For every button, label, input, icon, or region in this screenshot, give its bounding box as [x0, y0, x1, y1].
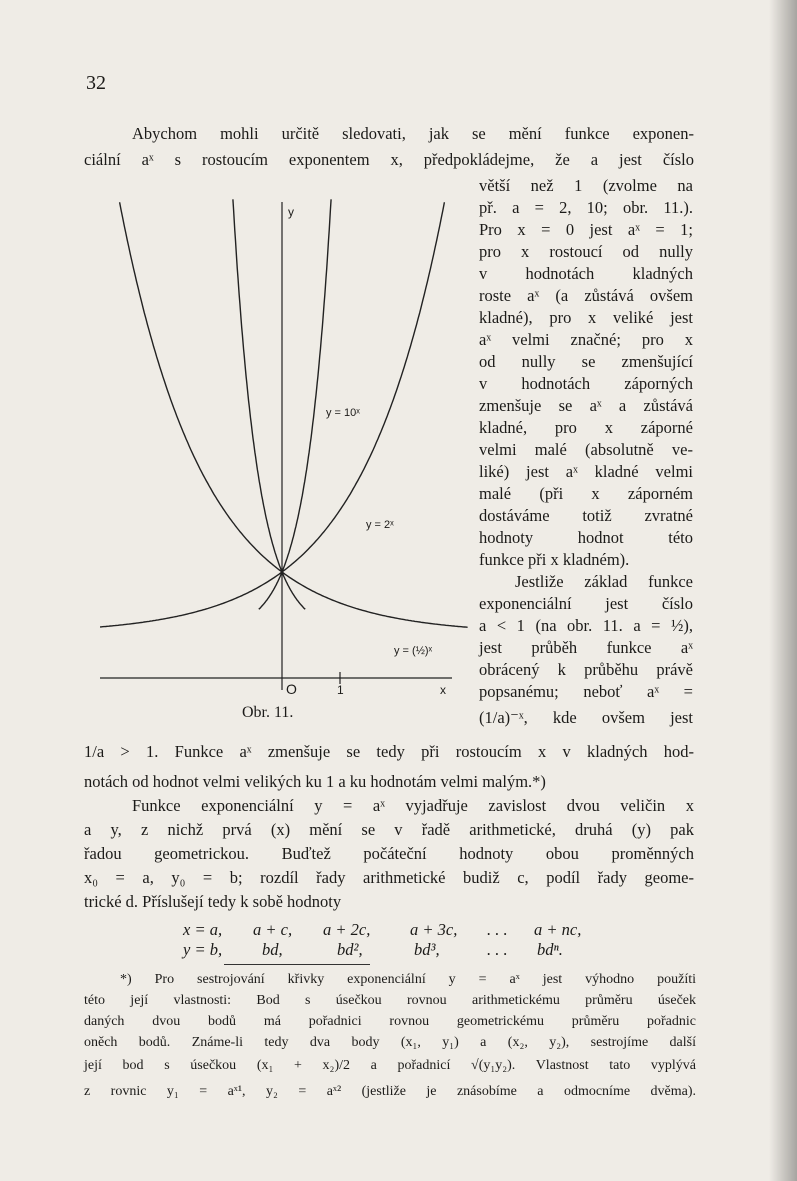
side-text-line: od nully se zmenšující — [479, 352, 693, 371]
page-number: 32 — [86, 72, 106, 94]
side-text-line: kladné), pro x veliké jest — [479, 308, 693, 327]
footnote-line: její bod s úsečkou (x₁ + x₂)/2 a pořadnicí √(y₁y₂). Vlastnost tato vyplývá — [84, 1058, 696, 1073]
equation-y-term: bd², — [337, 940, 363, 959]
equation-y-term: bd, — [262, 940, 283, 959]
side-text-line: v hodnotách záporných — [479, 374, 693, 393]
side-text-line: jest průběh funkce aˣ — [479, 638, 693, 657]
footnote-line: daných dvou bodů má pořadnici rovnou geometrickému průměru pořadnic — [84, 1014, 696, 1029]
y-axis-label: y — [288, 205, 294, 219]
equation-y-term: bd³, — [414, 940, 440, 959]
side-text-line: a < 1 (na obr. 11. a = ½), — [479, 616, 693, 635]
equation-x-term: x = a, — [183, 920, 223, 939]
side-text-line: pro x rostoucí od nully — [479, 242, 693, 261]
equation-y-term: bdⁿ. — [537, 940, 563, 959]
equation-y-term: . . . — [487, 940, 508, 959]
side-text-line: kladné, pro x záporné — [479, 418, 693, 437]
side-text-line: roste aˣ (a zůstává ovšem — [479, 286, 693, 305]
footnote-line: oněch bodů. Známe-li tedy dva body (x₁, y₁) a (x₂, y₂), sestrojíme další — [84, 1035, 696, 1050]
equation-x-term: a + 2c, — [323, 920, 371, 939]
x-tick-one-label: 1 — [337, 683, 344, 697]
side-text-line: hodnoty hodnot této — [479, 528, 693, 547]
side-text-line: (1/a)⁻ˣ, kde ovšem jest — [479, 708, 693, 727]
curve-label-ten: y = 10ˣ — [326, 407, 360, 419]
footnote-line: *) Pro sestrojování křivky exponenciální y = aˣ jest výhodno použíti — [120, 972, 696, 987]
equation-y-term: y = b, — [183, 940, 223, 959]
footnote-separator — [224, 964, 370, 965]
side-text-line: př. a = 2, 10; obr. 11.). — [479, 198, 693, 217]
curve-label-half: y = (½)ˣ — [394, 645, 433, 657]
side-text-line: Pro x = 0 jest aˣ = 1; — [479, 220, 693, 239]
footnote-line: této její vlastnosti: Bod s úsečkou rovnou arithmetickému průměru úseček — [84, 993, 696, 1008]
side-text-line: větší než 1 (zvolme na — [479, 176, 693, 195]
curve-one-tenth-power-x — [233, 199, 305, 609]
equation-x-term: . . . — [487, 920, 508, 939]
text-line: x₀ = a, y₀ = b; rozdíl řady arithmetické budiž c, podíl řady geome- — [84, 868, 694, 887]
text-line: Abychom mohli určitě sledovati, jak se mění funkce exponen- — [132, 124, 694, 143]
side-text-line: v hodnotách kladných — [479, 264, 693, 283]
side-text-line: popsanému; neboť aˣ = — [479, 682, 693, 701]
text-line: trické d. Příslušejí tedy k sobě hodnoty — [84, 892, 342, 911]
exponential-curves-figure — [100, 198, 470, 698]
side-text-line: malé (při x záporném — [479, 484, 693, 503]
side-text-line: aˣ velmi značné; pro x — [479, 330, 693, 349]
side-text-line: funkce při x kladném). — [479, 550, 630, 569]
text-line: Funkce exponenciální y = aˣ vyjadřuje zavislost dvou veličin x — [132, 796, 694, 815]
text-line: ciální aˣ s rostoucím exponentem x, předpokládejme, že a jest číslo — [84, 150, 694, 169]
side-text-line: liké) jest aˣ kladné velmi — [479, 462, 693, 481]
side-text-line: exponenciální jest číslo — [479, 594, 693, 613]
origin-label: O — [286, 681, 297, 697]
side-text-line: dostáváme totiž zvratné — [479, 506, 693, 525]
text-line: řadou geometrickou. Buďtež počáteční hodnoty obou proměnných — [84, 844, 694, 863]
x-axis-label: x — [440, 683, 446, 697]
curve-label-two: y = 2ˣ — [366, 519, 394, 531]
text-line: 1/a > 1. Funkce aˣ zmenšuje se tedy při rostoucím x v kladných hod- — [84, 742, 694, 761]
equation-x-term: a + c, — [253, 920, 293, 939]
text-line: notách od hodnot velmi velikých ku 1 a ku hodnotám velmi malým.*) — [84, 772, 546, 791]
equation-x-term: a + 3c, — [410, 920, 458, 939]
page-edge-shadow — [769, 0, 797, 1181]
side-text-line: zmenšuje se aˣ a zůstává — [479, 396, 693, 415]
text-line: a y, z nichž prvá (x) mění se v řadě arithmetické, druhá (y) pak — [84, 820, 694, 839]
curve-ten-power-x — [259, 199, 331, 609]
side-text-line: velmi malé (absolutně ve- — [479, 440, 693, 459]
footnote-line: z rovnic y₁ = aˣ¹, y₂ = aˣ² (jestliže je znásobíme a odmocníme dvěma). — [84, 1084, 696, 1099]
side-text-line: Jestliže základ funkce — [515, 572, 693, 591]
figure-caption: Obr. 11. — [242, 704, 294, 721]
side-text-line: obrácený k průběhu právě — [479, 660, 693, 679]
equation-x-term: a + nc, — [534, 920, 582, 939]
